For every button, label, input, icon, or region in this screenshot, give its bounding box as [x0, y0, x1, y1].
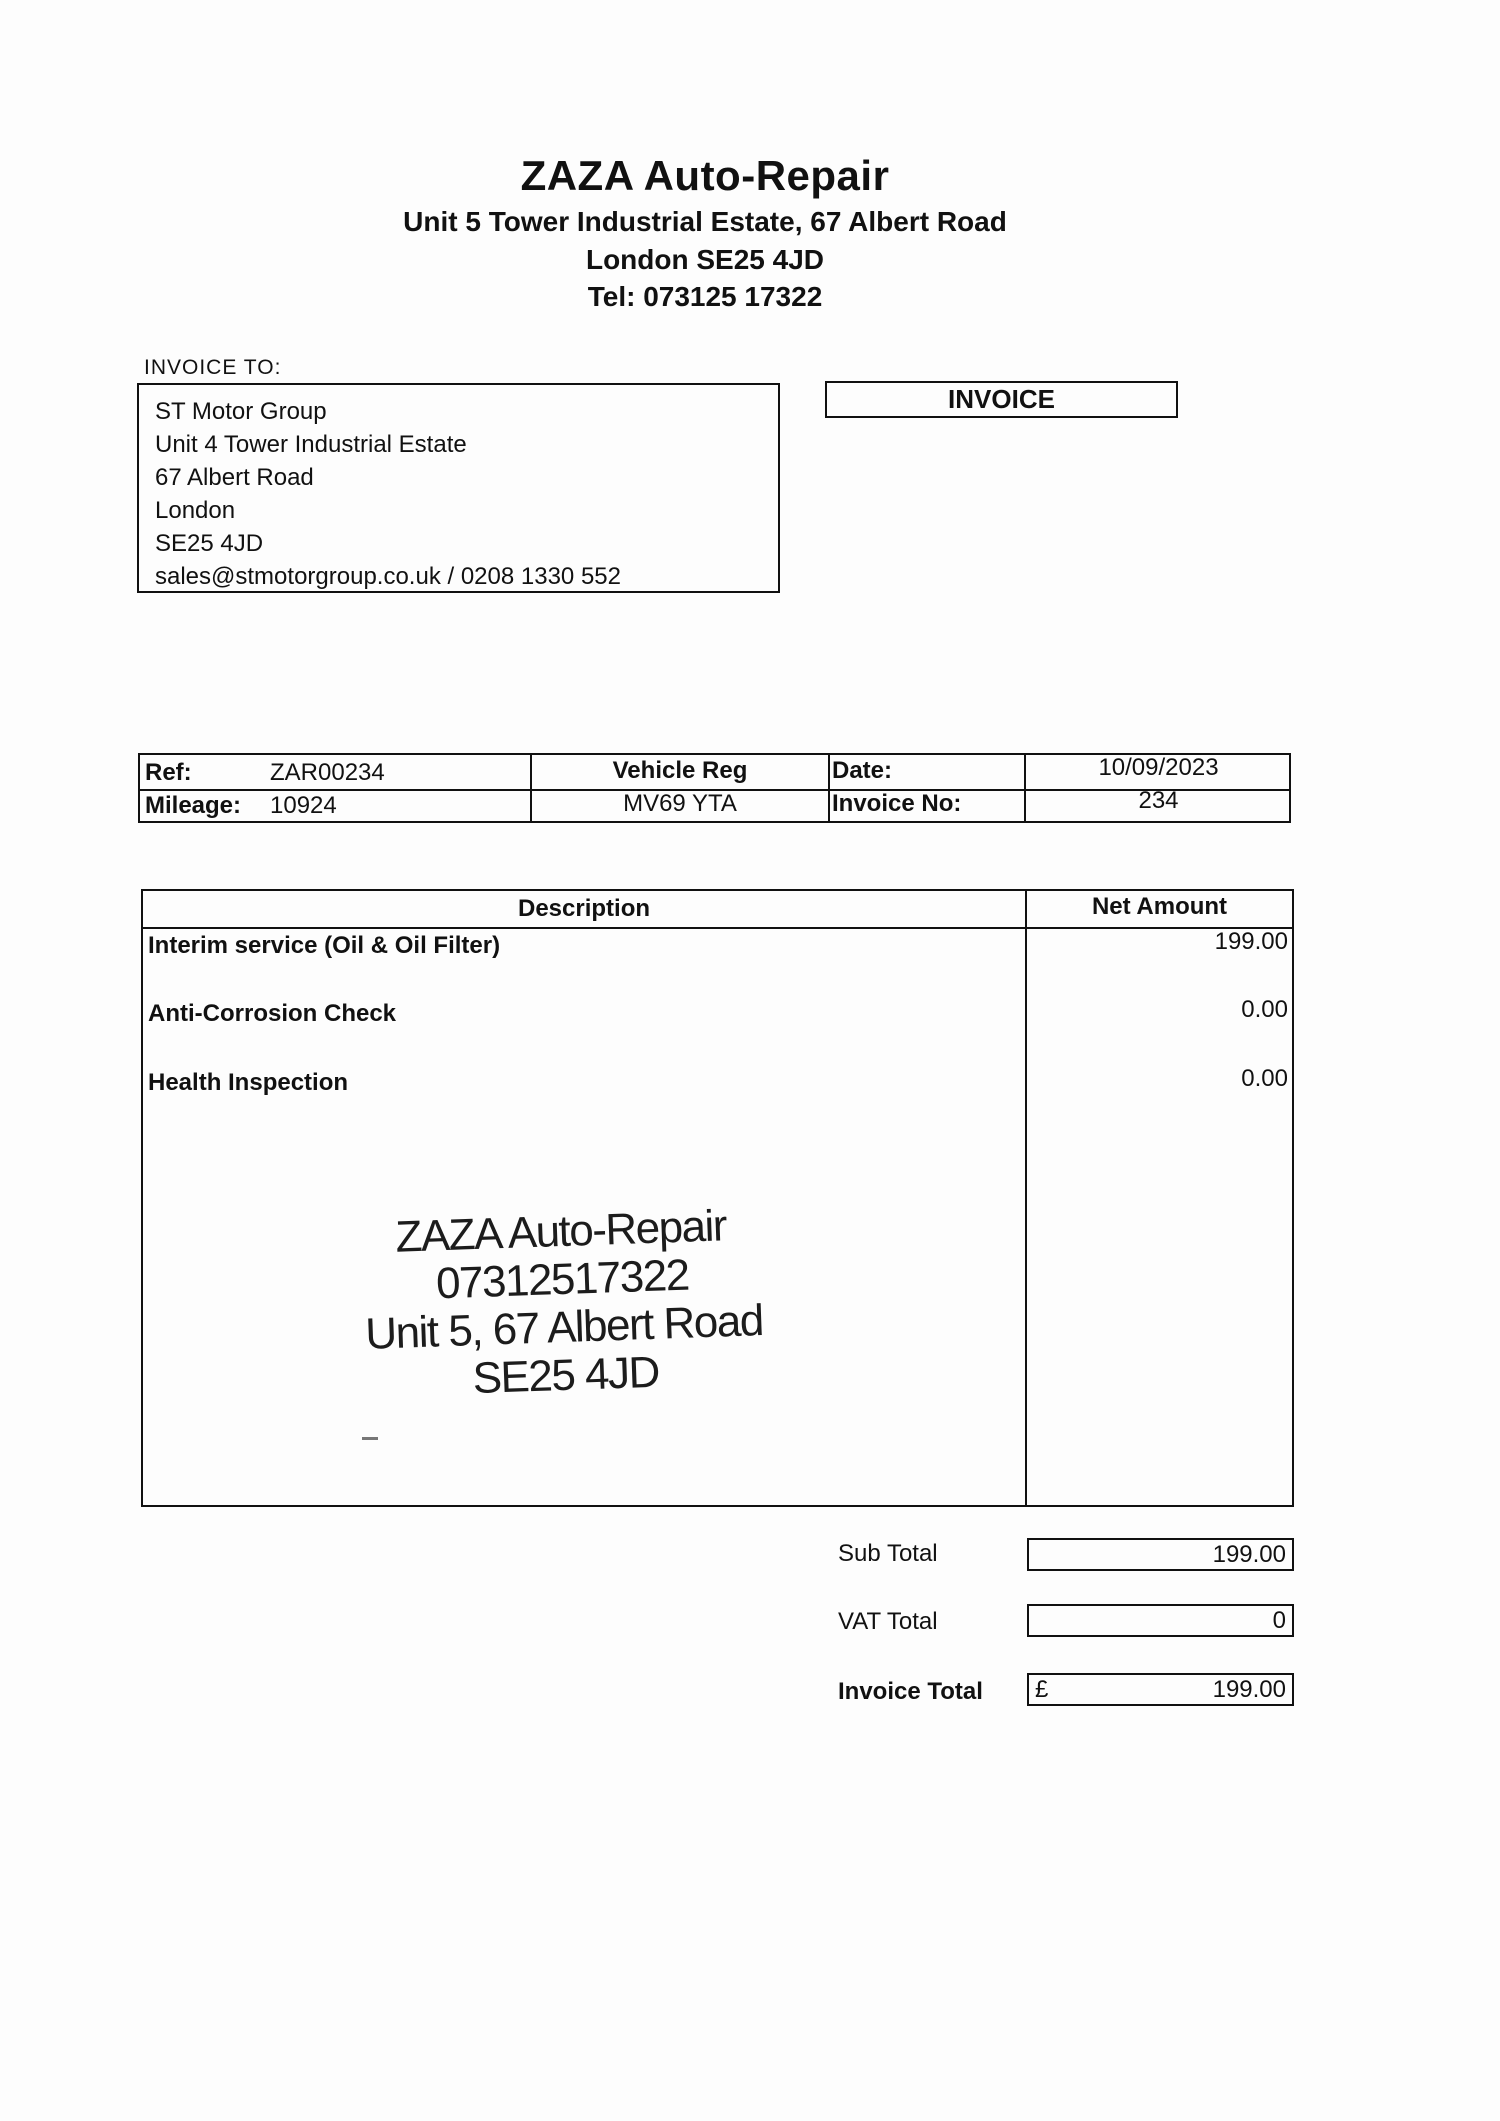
company-address-line2: London SE25 4JD [585, 244, 825, 275]
invoice-total-value: 199.00 [1212, 1676, 1286, 1703]
customer-postcode: SE25 4JD [155, 530, 264, 557]
table-divider [143, 927, 1292, 929]
item-description: Interim service (Oil & Oil Filter) [148, 932, 501, 959]
reference-table [138, 753, 1291, 823]
ref-value: ZAR00234 [270, 759, 385, 786]
invoice-to-label: INVOICE TO: [144, 356, 282, 379]
mileage-value: 10924 [270, 792, 337, 819]
table-divider [1025, 891, 1027, 1505]
sub-total-value: 199.00 [1212, 1541, 1286, 1568]
customer-address-line: Unit 4 Tower Industrial Estate [155, 431, 467, 458]
stamp-line: Unit 5, 67 Albert Road [364, 1296, 764, 1359]
line-items-table [141, 889, 1294, 1507]
invoice-no-value: 234 [1138, 787, 1179, 814]
ink-mark [362, 1437, 378, 1440]
vat-total-label: VAT Total [838, 1608, 938, 1635]
company-name: ZAZA Auto-Repair [520, 152, 890, 199]
invoice-total-box [1027, 1673, 1294, 1706]
item-amount: 199.00 [1214, 928, 1288, 955]
vat-total-value: 0 [1272, 1607, 1286, 1634]
company-address-line1: Unit 5 Tower Industrial Estate, 67 Albert Road [403, 206, 1007, 237]
customer-address-box [137, 383, 780, 593]
date-label: Date: [832, 757, 893, 784]
net-amount-header: Net Amount [1091, 893, 1228, 920]
mileage-label: Mileage: [145, 792, 242, 819]
sub-total-box [1027, 1538, 1294, 1571]
company-stamp [360, 1201, 766, 1407]
table-divider [828, 755, 830, 821]
customer-address-line: 67 Albert Road [155, 464, 314, 491]
stamp-line: SE25 4JD [471, 1347, 660, 1404]
sub-total-label: Sub Total [838, 1540, 938, 1567]
item-amount: 0.00 [1241, 1065, 1288, 1092]
customer-contact: sales@stmotorgroup.co.uk / 0208 1330 552 [155, 563, 621, 590]
invoice-no-label: Invoice No: [832, 790, 962, 817]
ref-label: Ref: [145, 759, 192, 786]
vehicle-reg-label: Vehicle Reg [612, 757, 748, 784]
stamp-line: ZAZA Auto-Repair [394, 1201, 727, 1262]
item-description: Anti-Corrosion Check [148, 1000, 397, 1027]
item-amount: 0.00 [1241, 996, 1288, 1023]
stamp-line: 07312517322 [435, 1250, 690, 1309]
document-title: INVOICE [825, 381, 1178, 418]
invoice-total-label: Invoice Total [838, 1678, 983, 1705]
date-value: 10/09/2023 [1098, 754, 1219, 781]
customer-address-line: London [155, 497, 236, 524]
item-description: Health Inspection [148, 1069, 349, 1096]
description-header: Description [517, 895, 651, 922]
customer-name: ST Motor Group [155, 398, 327, 425]
company-telephone: Tel: 073125 17322 [587, 281, 823, 312]
currency-symbol: £ [1035, 1676, 1049, 1703]
vehicle-reg-value: MV69 YTA [623, 790, 737, 817]
vat-total-box [1027, 1604, 1294, 1637]
